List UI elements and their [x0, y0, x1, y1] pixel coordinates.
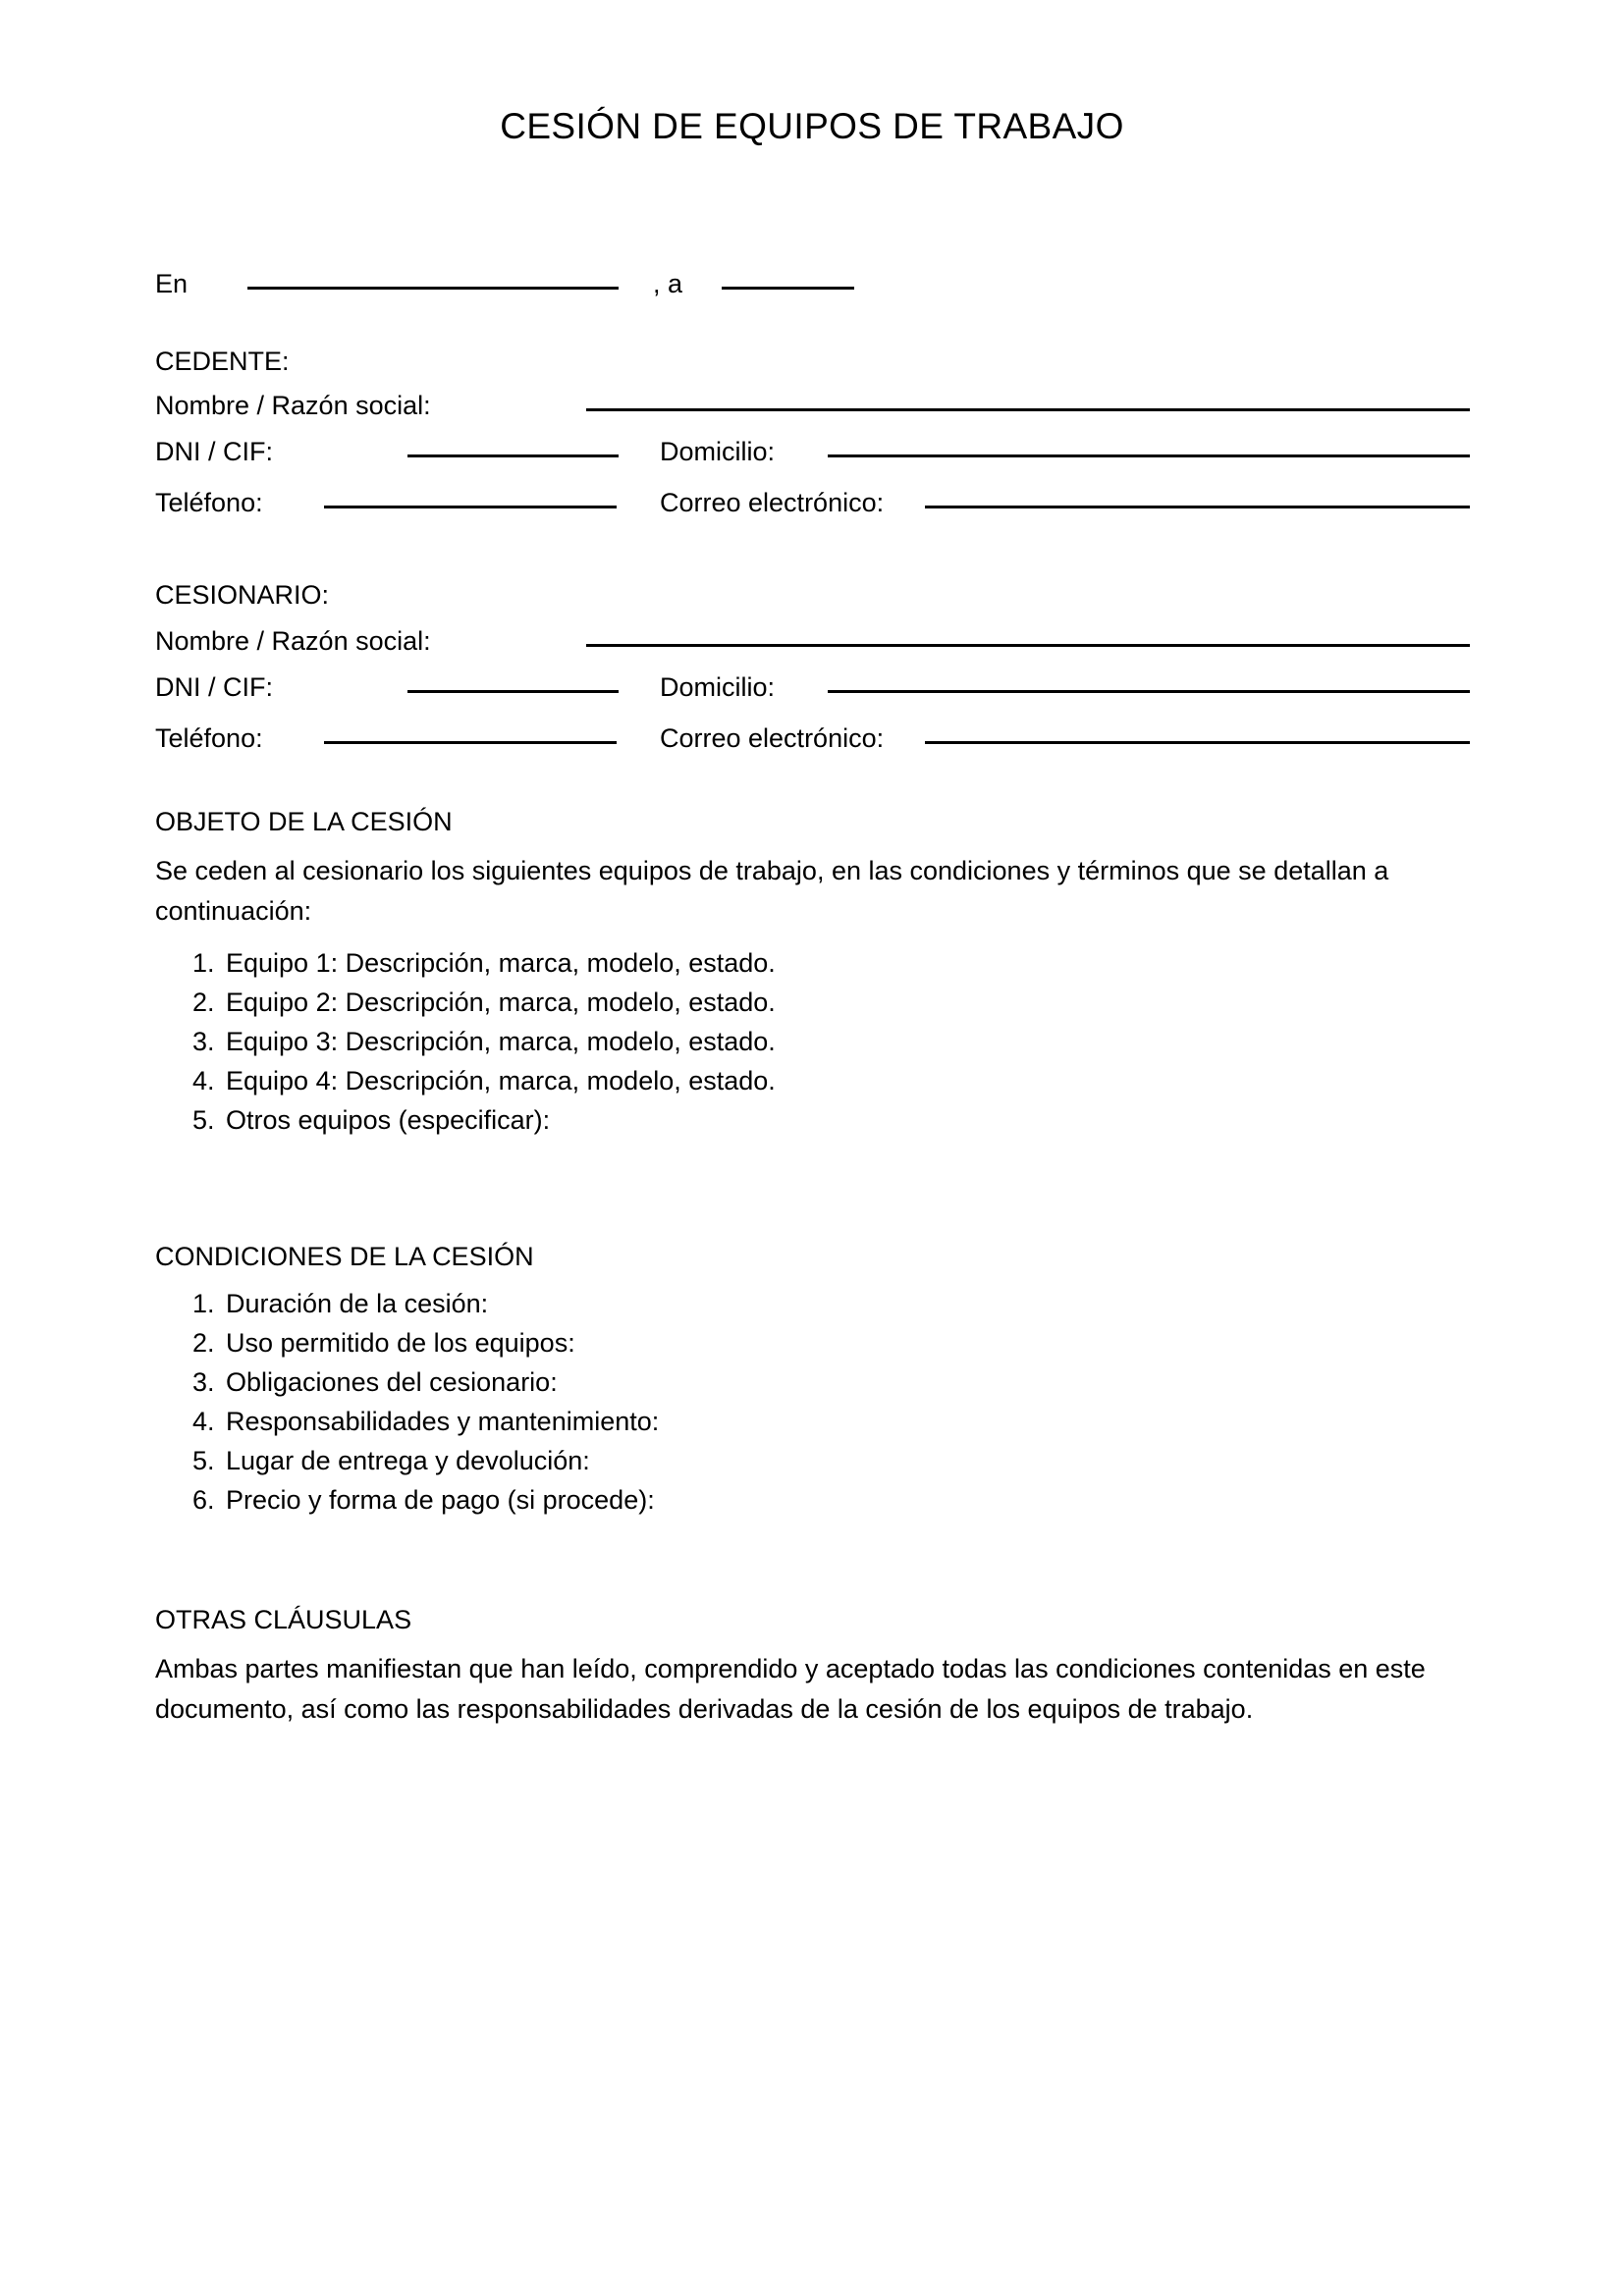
list-item-label: Duración de la cesión:	[226, 1289, 489, 1318]
section-heading-condiciones: CONDICIONES DE LA CESIÓN	[155, 1242, 534, 1271]
list-item-label: Equipo 4: Descripción, marca, modelo, estado.	[226, 1066, 776, 1095]
equipment-list	[192, 943, 776, 1140]
list-item-label: Lugar de entrega y devolución:	[226, 1446, 590, 1475]
list-item-number: 6.	[192, 1485, 215, 1515]
list-item-number: 1.	[192, 1289, 215, 1318]
cedente-email-label: Correo electrónico:	[660, 488, 885, 517]
party-heading-cesionario: CESIONARIO:	[155, 580, 330, 610]
section-objeto-paragraph: Se ceden al cesionario los siguientes equipos de trabajo, en las condiciones y términos que se detallan a continuación:	[155, 856, 1389, 926]
cesionario-name-label: Nombre / Razón social:	[155, 626, 431, 656]
cesionario-email-label: Correo electrónico:	[660, 723, 885, 753]
cesionario-phone-rule[interactable]	[324, 741, 617, 744]
list-item	[192, 1362, 659, 1402]
cedente-id-rule[interactable]	[407, 454, 619, 457]
section-otras-clausulas-paragraph: Ambas partes manifiestan que han leído, comprendido y aceptado todas las condiciones contenidas en este documento, así como las responsabilidades derivadas de la cesión de los equipos de trabajo.	[155, 1654, 1426, 1724]
list-item-label: Uso permitido de los equipos:	[226, 1328, 575, 1358]
conditions-list	[192, 1284, 659, 1520]
list-item-label: Equipo 3: Descripción, marca, modelo, estado.	[226, 1027, 776, 1056]
cesionario-address-rule[interactable]	[828, 690, 1470, 693]
cedente-phone-label: Teléfono:	[155, 488, 263, 517]
cedente-id-label: DNI / CIF:	[155, 437, 273, 466]
cedente-name-label: Nombre / Razón social:	[155, 391, 431, 420]
place-line-prefix-label: En	[155, 269, 189, 298]
list-item	[192, 1284, 659, 1323]
list-item-number: 2.	[192, 988, 215, 1017]
section-heading-objeto: OBJETO DE LA CESIÓN	[155, 807, 453, 836]
cedente-phone-rule[interactable]	[324, 506, 617, 508]
list-item-label: Equipo 2: Descripción, marca, modelo, estado.	[226, 988, 776, 1017]
list-item-number: 3.	[192, 1367, 215, 1397]
cesionario-id-label: DNI / CIF:	[155, 672, 273, 702]
list-item-number: 4.	[192, 1066, 215, 1095]
cesionario-name-rule[interactable]	[586, 644, 1470, 647]
list-item-number: 4.	[192, 1407, 215, 1436]
list-item	[192, 1480, 659, 1520]
list-item	[192, 1441, 659, 1480]
cedente-email-rule[interactable]	[925, 506, 1470, 508]
list-item-number: 1.	[192, 948, 215, 978]
list-item	[192, 1061, 776, 1100]
cesionario-address-label: Domicilio:	[660, 672, 776, 702]
cesionario-id-rule[interactable]	[407, 690, 619, 693]
list-item	[192, 983, 776, 1022]
place-input-rule[interactable]	[247, 287, 619, 290]
list-item-number: 5.	[192, 1446, 215, 1475]
date-input-rule[interactable]	[722, 287, 854, 290]
list-item-label: Precio y forma de pago (si procede):	[226, 1485, 655, 1515]
section-heading-otras-clausulas: OTRAS CLÁUSULAS	[155, 1605, 412, 1634]
list-item	[192, 943, 776, 983]
list-item-label: Responsabilidades y mantenimiento:	[226, 1407, 660, 1436]
list-item	[192, 1323, 659, 1362]
list-item-label: Equipo 1: Descripción, marca, modelo, estado.	[226, 948, 776, 978]
place-line-separator-label: , a	[653, 269, 683, 298]
list-item-number: 5.	[192, 1105, 215, 1135]
party-heading-cedente: CEDENTE:	[155, 347, 290, 376]
list-item-label: Otros equipos (especificar):	[226, 1105, 551, 1135]
list-item-label: Obligaciones del cesionario:	[226, 1367, 558, 1397]
list-item	[192, 1402, 659, 1441]
cedente-name-rule[interactable]	[586, 408, 1470, 411]
list-item	[192, 1022, 776, 1061]
list-item	[192, 1100, 776, 1140]
list-item-number: 3.	[192, 1027, 215, 1056]
cesionario-phone-label: Teléfono:	[155, 723, 263, 753]
cedente-address-label: Domicilio:	[660, 437, 776, 466]
page-title: CESIÓN DE EQUIPOS DE TRABAJO	[500, 106, 1124, 146]
cedente-address-rule[interactable]	[828, 454, 1470, 457]
list-item-number: 2.	[192, 1328, 215, 1358]
cesionario-email-rule[interactable]	[925, 741, 1470, 744]
